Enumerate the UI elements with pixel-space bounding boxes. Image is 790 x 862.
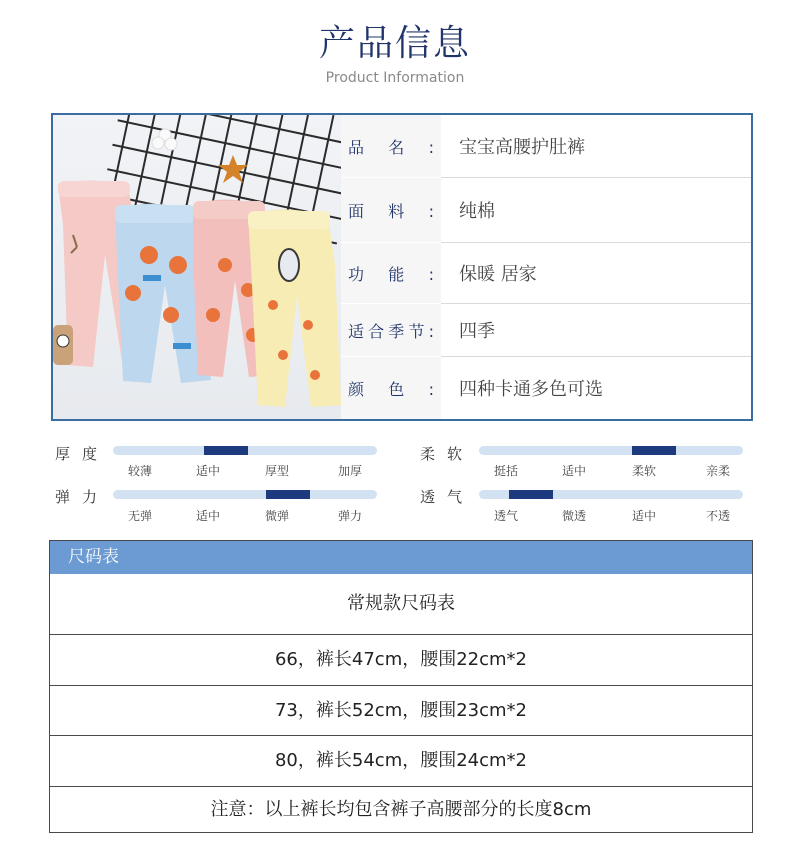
info-value: 四种卡通多色可选 [459, 379, 603, 400]
info-label: 面料: [348, 201, 434, 221]
scale-tick: 较薄 [128, 464, 153, 478]
scale-track-elasticity [113, 490, 377, 499]
size-table-header: 尺码表 [50, 541, 752, 574]
info-label: 颜色: [348, 379, 434, 399]
info-row-function [341, 243, 751, 303]
scale-label-breathability: 透气 [420, 488, 475, 506]
scale-tick: 厚型 [265, 464, 290, 478]
table-row: 66，裤长47cm，腰围22cm*2 [274, 649, 528, 670]
info-label: 适合季节: [348, 321, 434, 341]
scale-tick: 适中 [196, 509, 221, 523]
scale-tick: 不透 [706, 509, 731, 523]
scale-marker [204, 446, 248, 455]
page-subtitle: Product Information [325, 70, 465, 86]
table-row: 80，裤长54cm，腰围24cm*2 [274, 750, 528, 771]
scale-marker [632, 446, 676, 455]
scale-track-thickness [113, 446, 377, 455]
info-value: 宝宝高腰护肚裤 [459, 137, 585, 158]
scale-marker [266, 490, 310, 499]
scale-marker [509, 490, 553, 499]
size-table-note: 注意：以上裤长均包含裤子高腰部分的长度8cm [210, 799, 592, 820]
product-info-panel [51, 113, 753, 421]
scale-tick: 亲柔 [706, 464, 731, 478]
info-row-color [341, 357, 751, 419]
scale-tick: 适中 [196, 464, 221, 478]
info-row-season [341, 304, 751, 356]
scale-tick: 弹力 [338, 509, 363, 523]
info-row-fabric [341, 178, 751, 242]
scale-tick: 适中 [632, 509, 657, 523]
info-table [341, 115, 751, 419]
scale-tick: 挺括 [494, 464, 519, 478]
scale-label-thickness: 厚度 [55, 445, 110, 463]
product-photo [53, 115, 341, 419]
info-label: 功能: [348, 264, 434, 284]
scale-tick: 透气 [494, 509, 519, 523]
size-table-caption: 常规款尺码表 [347, 593, 455, 614]
info-value: 纯棉 [459, 201, 495, 222]
scale-track-softness [479, 446, 743, 455]
scale-tick: 微弹 [265, 509, 290, 523]
info-value: 保暖 居家 [459, 264, 537, 285]
page-title: 产品信息 [318, 23, 471, 64]
info-value: 四季 [459, 321, 495, 342]
size-table [49, 540, 753, 833]
table-row: 73，裤长52cm，腰围23cm*2 [274, 700, 528, 721]
scale-tick: 柔软 [632, 464, 657, 478]
scale-track-breathability [479, 490, 743, 499]
info-label: 品名: [348, 137, 434, 157]
scale-tick: 无弹 [128, 509, 153, 523]
product-photo-illustration [53, 115, 341, 419]
scale-tick: 适中 [562, 464, 587, 478]
scale-tick: 加厚 [338, 464, 363, 478]
scale-label-softness: 柔软 [420, 445, 475, 463]
scale-tick: 微透 [562, 509, 587, 523]
info-row-name [341, 115, 751, 177]
scale-label-elasticity: 弹力 [55, 488, 110, 506]
